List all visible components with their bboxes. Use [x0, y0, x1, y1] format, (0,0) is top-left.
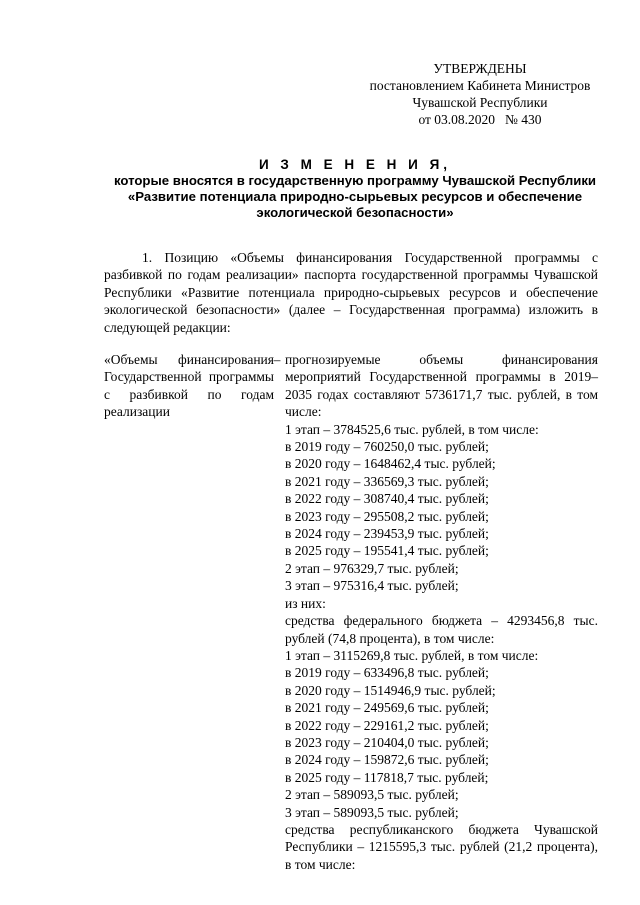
- document-subtitle-line-2: «Развитие потенциала природно-сырьевых ресурсов и обеспечение: [127, 189, 583, 204]
- federal-line: 3 этап – 589093,5 тыс. рублей;: [285, 804, 459, 820]
- intro-text: 1. Позицию «Объемы финансирования Государственной программы с разбивкой по годам реализации» паспорта государственной программы Чувашской Республики «Развитие потенциала природно-сырьевых ресурсов и обеспечение экологической безопасности» (далее – Государственная программа) изложить в следующей редакции:: [104, 250, 598, 335]
- total-line: 2 этап – 976329,7 тыс. рублей;: [285, 560, 459, 576]
- federal-line: в 2021 году – 249569,6 тыс. рублей;: [285, 700, 489, 716]
- total-line: в 2022 году – 308740,4 тыс. рублей;: [285, 491, 489, 507]
- total-line: в 2023 году – 295508,2 тыс. рублей;: [285, 508, 489, 524]
- total-line: в 2019 году – 760250,0 тыс. рублей;: [285, 439, 489, 455]
- approval-resolution: постановлением Кабинета Министров: [369, 78, 591, 93]
- federal-line: в 2024 году – 159872,6 тыс. рублей;: [285, 752, 489, 768]
- approval-stamp: [355, 60, 605, 128]
- republic-budget-paragraph: средства республиканского бюджета Чувашской Республики – 1215595,3 тыс. рублей (21,2 процента), в том числе:: [285, 821, 598, 872]
- total-line: 1 этап – 3784525,6 тыс. рублей, в том числе:: [285, 421, 539, 437]
- total-line: в 2024 году – 239453,9 тыс. рублей;: [285, 526, 489, 542]
- total-line: 3 этап – 975316,4 тыс. рублей;: [285, 578, 459, 594]
- approval-number: № 430: [505, 112, 542, 127]
- total-line: в 2021 году – 336569,3 тыс. рублей;: [285, 473, 489, 489]
- total-line: в 2020 году – 1648462,4 тыс. рублей;: [285, 456, 496, 472]
- document-subtitle-line-3: экологической безопасности»: [256, 205, 454, 220]
- approval-date: от 03.08.2020: [418, 112, 496, 127]
- federal-line: в 2022 году – 229161,2 тыс. рублей;: [285, 717, 489, 733]
- document-subtitle-line-1: которые вносятся в государственную программу Чувашской Республики: [113, 173, 597, 188]
- federal-line: 2 этап – 589093,5 тыс. рублей;: [285, 787, 459, 803]
- federal-line: 1 этап – 3115269,8 тыс. рублей, в том числе:: [285, 647, 539, 663]
- document-title: И З М Е Н Е Н И Я,: [258, 157, 452, 172]
- financing-details: [285, 351, 598, 873]
- total-financing-paragraph: прогнозируемые объемы финансирования мероприятий Государственной программы в 2019–2035 годах составляют 5736171,7 тыс. рублей, в том числе:: [285, 352, 598, 420]
- approval-republic: Чувашской Республики: [412, 95, 548, 110]
- approval-date-line: [355, 111, 605, 128]
- federal-budget-paragraph: средства федерального бюджета – 4293456,8 тыс. рублей (74,8 процента), в том числе:: [285, 613, 598, 646]
- federal-line: в 2019 году – 633496,8 тыс. рублей;: [285, 665, 489, 681]
- total-line: из них:: [285, 595, 326, 611]
- document-title-block: [100, 157, 610, 221]
- total-line: в 2025 году – 195541,4 тыс. рублей;: [285, 543, 489, 559]
- position-dash: –: [273, 352, 281, 367]
- federal-line: в 2020 году – 1514946,9 тыс. рублей;: [285, 682, 496, 698]
- federal-line: в 2023 году – 210404,0 тыс. рублей;: [285, 734, 489, 750]
- intro-paragraph: [104, 249, 598, 336]
- federal-line: в 2025 году – 117818,7 тыс. рублей;: [285, 769, 489, 785]
- financing-position-label: «Объемы финансирования Государственной программы с разбивкой по годам реализации: [104, 352, 274, 420]
- approval-heading: УТВЕРЖДЕНЫ: [433, 61, 527, 76]
